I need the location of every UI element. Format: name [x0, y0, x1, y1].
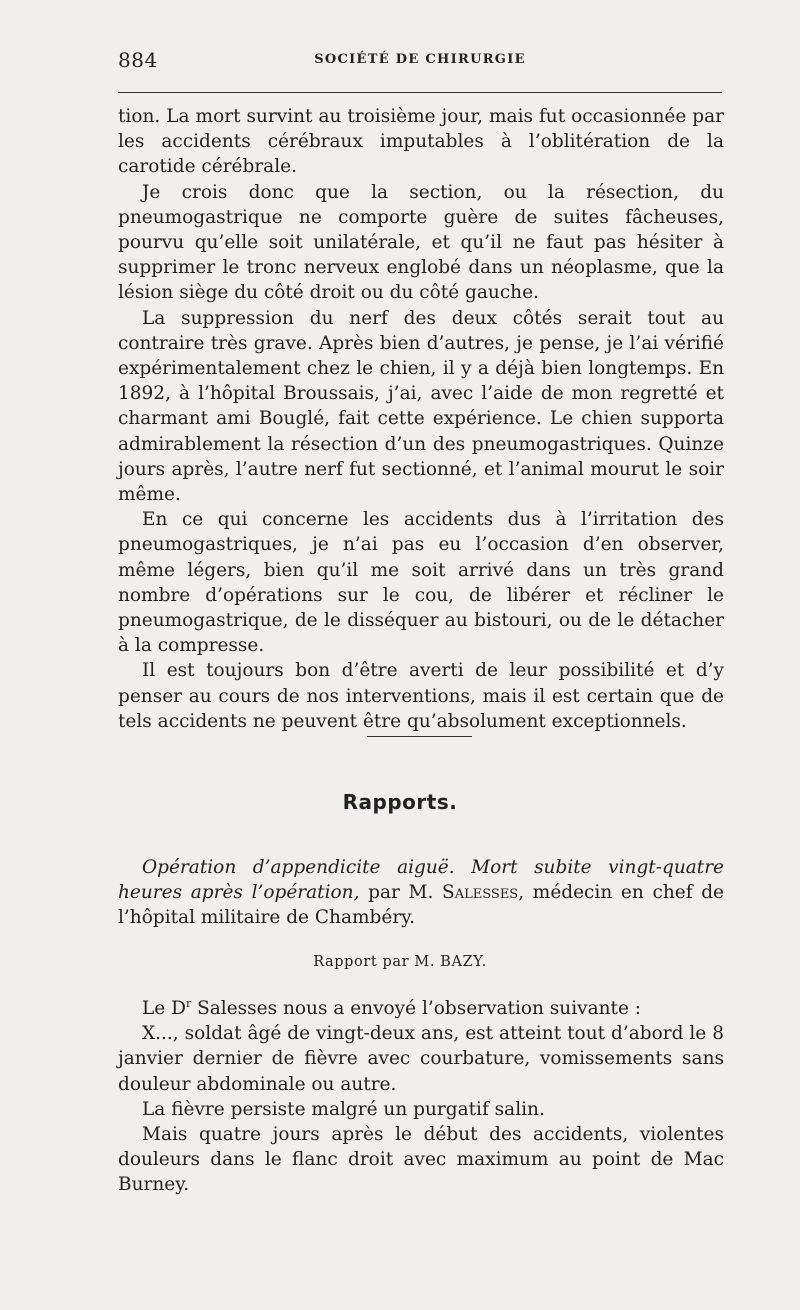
observation-text: [118, 996, 724, 1198]
report-title-rest: , médecin en chef de l’hôpital militaire de Chambéry.: [118, 882, 725, 928]
report-title-italic: Opération d’appendicite aiguë. Mort subite vingt-quatre heures après l’opération,: [118, 857, 724, 903]
paragraph: [118, 996, 724, 1021]
report-author: Salesses: [442, 882, 519, 903]
report-by-prefix: par M.: [359, 882, 443, 903]
rapporteur-line: Rapport par M. BAZY.: [313, 954, 487, 970]
page-number: 884: [118, 48, 158, 72]
paragraph: Il est toujours bon d’être averti de leur possibilité et d’y penser au cours de nos interventions, mais il est certain que de tels accidents ne peuvent être qu’absolument exceptionnels.: [118, 660, 724, 732]
section-title: Rapports.: [342, 790, 458, 814]
paragraph: Mais quatre jours après le début des accidents, violentes douleurs dans le flanc droit avec maximum au point de Mac Burney.: [118, 1124, 724, 1196]
intro-superscript: r: [185, 996, 192, 1010]
report-title: [118, 855, 724, 930]
section-separator: [367, 736, 472, 737]
paragraph-continuation: tion. La mort survint au troisième jour, mais fut occasionnée par les accidents cérébraux imputables à l’oblitération de la carotide cérébrale.: [118, 106, 724, 178]
body-text: [118, 104, 724, 734]
running-head: SOCIÉTÉ DE CHIRURGIE: [314, 52, 526, 67]
paragraph: La fièvre persiste malgré un purgatif salin.: [142, 1098, 545, 1120]
header-rule: [118, 92, 722, 93]
paragraph: La suppression du nerf des deux côtés serait tout au contraire très grave. Après bien d’autres, je pense, je l’ai vérifié expérimentalement chez le chien, il y a déjà bien longtemps. En 1892, à l’hôpital Broussais, j’ai, avec l’aide de mon regretté et charmant ami Bouglé, fait cette expérience. Le chien supporta admirablement la résection d’un des pneumogastriques. Quinze jours après, l’autre nerf fut sectionné, et l’animal mourut le soir même.: [118, 307, 724, 506]
paragraph: X..., soldat âgé de vingt-deux ans, est atteint tout d’abord le 8 janvier dernier de fièvre avec courbature, vomissements sans douleur abdominale ou autre.: [118, 1023, 724, 1095]
intro-rest: Salesses nous a envoyé l’observation suivante :: [191, 998, 642, 1019]
paragraph: En ce qui concerne les accidents dus à l’irritation des pneumogastriques, je n’ai pas eu l’occasion d’en observer, même légers, bien qu’il me soit arrivé dans un très grand nombre d’opérations sur le cou, de libérer et récliner le pneumogastrique, de le disséquer au bistouri, ou de le détacher à la compresse.: [118, 509, 724, 657]
intro-prefix: Le D: [142, 998, 186, 1019]
page-header: [118, 48, 722, 78]
paragraph: Je crois donc que la section, ou la résection, du pneumogastrique ne comporte guère de suites fâcheuses, pourvu qu’elle soit unilatérale, et qu’il ne faut pas hésiter à supprimer le tronc nerveux englobé dans un néoplasme, que la lésion siège du côté droit ou du côté gauche.: [118, 181, 724, 304]
